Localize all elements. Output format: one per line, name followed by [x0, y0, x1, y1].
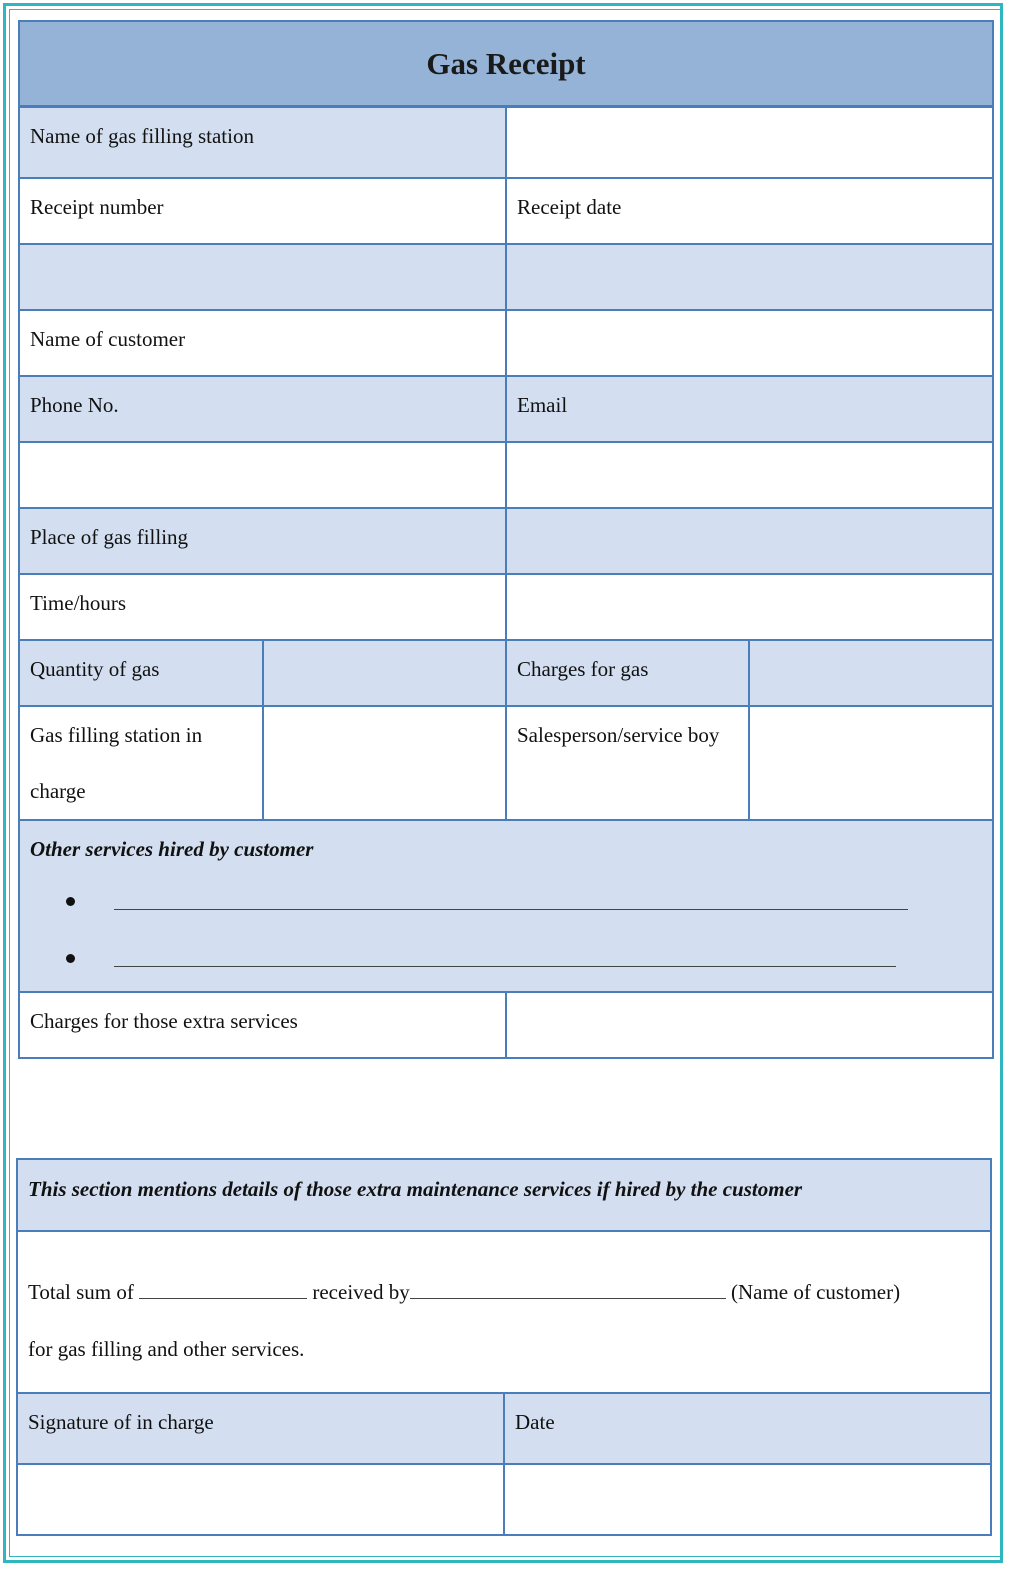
- label-time: Time/hours: [20, 574, 506, 640]
- label-station-name: Name of gas filling station: [20, 108, 506, 178]
- service-item: [30, 877, 982, 934]
- service-item: [30, 934, 982, 991]
- label-place: Place of gas filling: [20, 508, 506, 574]
- field-receipt-date[interactable]: [506, 244, 992, 310]
- label-extra-charges: Charges for those extra services: [20, 992, 506, 1058]
- total-sum-block: [18, 1232, 990, 1394]
- total-sum-label: Total sum of: [28, 1280, 134, 1304]
- field-email[interactable]: [506, 442, 992, 508]
- receipt-form: [18, 20, 994, 1059]
- extra-services-form: [16, 1158, 992, 1536]
- field-customer-name[interactable]: [506, 310, 992, 376]
- total-sum-blank[interactable]: [139, 1280, 307, 1299]
- field-quantity[interactable]: [263, 640, 506, 706]
- field-date[interactable]: [504, 1464, 990, 1534]
- receipt-table: [20, 108, 992, 1059]
- field-extra-charges[interactable]: [506, 992, 992, 1058]
- for-services-text: for gas filling and other services.: [28, 1337, 305, 1361]
- service-blank-line[interactable]: [114, 909, 908, 910]
- label-in-charge: Gas filling station in charge: [20, 706, 263, 820]
- label-phone: Phone No.: [20, 376, 506, 442]
- field-time[interactable]: [506, 574, 992, 640]
- field-place[interactable]: [506, 508, 992, 574]
- name-of-customer-label: (Name of customer): [730, 1280, 901, 1304]
- field-station-name[interactable]: [506, 108, 992, 178]
- label-salesperson: Salesperson/service boy: [506, 706, 749, 820]
- field-phone[interactable]: [20, 442, 506, 508]
- other-services-title: Other services hired by customer: [30, 837, 314, 861]
- field-salesperson[interactable]: [749, 706, 992, 820]
- field-receipt-number[interactable]: [20, 244, 506, 310]
- label-charges: Charges for gas: [506, 640, 749, 706]
- extra-section-note: This section mentions details of those extra maintenance services if hired by the customer: [18, 1160, 990, 1232]
- other-services-section: [20, 820, 992, 992]
- signature-table: [18, 1394, 990, 1534]
- field-charges[interactable]: [749, 640, 992, 706]
- field-signature[interactable]: [18, 1464, 504, 1534]
- service-blank-line[interactable]: [114, 966, 896, 967]
- label-signature: Signature of in charge: [18, 1394, 504, 1464]
- received-by-blank[interactable]: [410, 1280, 726, 1299]
- form-title: Gas Receipt: [20, 22, 992, 108]
- bullet-icon: [66, 954, 75, 963]
- total-sum-line: [28, 1280, 900, 1305]
- received-by-label: received by: [312, 1280, 410, 1304]
- field-in-charge[interactable]: [263, 706, 506, 820]
- label-date: Date: [504, 1394, 990, 1464]
- label-email: Email: [506, 376, 992, 442]
- label-customer-name: Name of customer: [20, 310, 506, 376]
- label-quantity: Quantity of gas: [20, 640, 263, 706]
- label-receipt-date: Receipt date: [506, 178, 992, 244]
- bullet-icon: [66, 897, 75, 906]
- label-receipt-number: Receipt number: [20, 178, 506, 244]
